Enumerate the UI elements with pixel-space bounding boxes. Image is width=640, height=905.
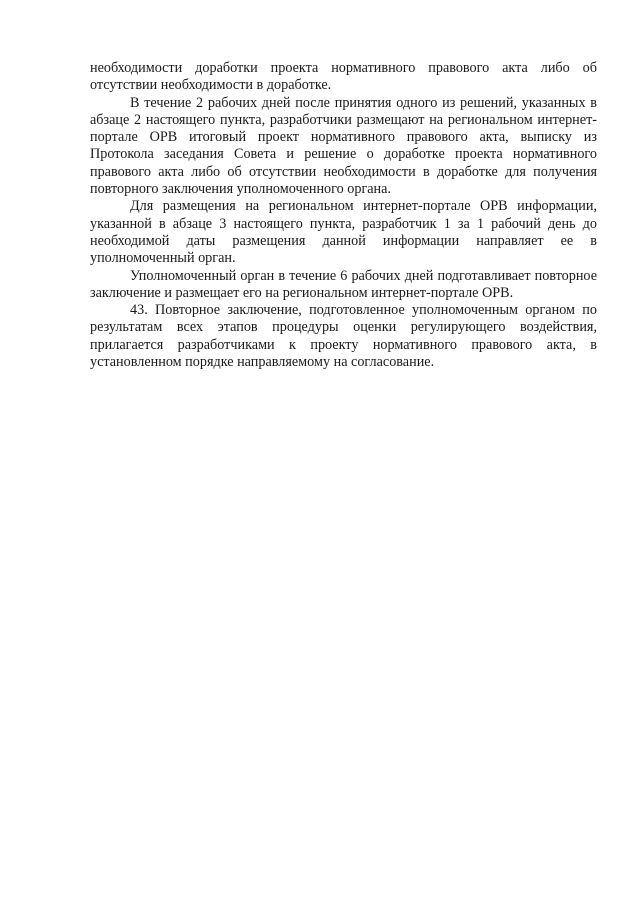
paragraph-information-submission: Для размещения на региональном интернет-портале ОРВ информации, указанной в абзаце 3 настоящего пункта, разработчик 1 за 1 рабочий день до необходимой даты размещения данной информации направляет ее в уполномоченный орган. [90, 198, 597, 267]
paragraph-item-43: 43. Повторное заключение, подготовленное уполномоченным органом по результатам всех этапов процедуры оценки регулирующего воздействия, прилагается разработчиками к проекту нормативного правового акта, в установленном порядке направляемому на согласование. [90, 302, 597, 371]
paragraph-repeat-conclusion: Уполномоченный орган в течение 6 рабочих дней подготавливает повторное заключение и размещает его на региональном интернет-портале ОРВ. [90, 267, 597, 301]
document-page [90, 60, 597, 371]
paragraph-publication-deadline: В течение 2 рабочих дней после принятия одного из решений, указанных в абзаце 2 настоящего пункта, разработчики размещают на региональном интернет-портале ОРВ итоговый проект нормативного правового акта, выписку из Протокола заседания Совета и решение о доработке проекта нормативного правового акта либо об отсутствии необходимости в доработке для получения повторного заключения уполномоченного органа. [90, 94, 597, 198]
paragraph-continuation: необходимости доработки проекта нормативного правового акта либо об отсутствии необходимости в доработке. [90, 60, 597, 94]
